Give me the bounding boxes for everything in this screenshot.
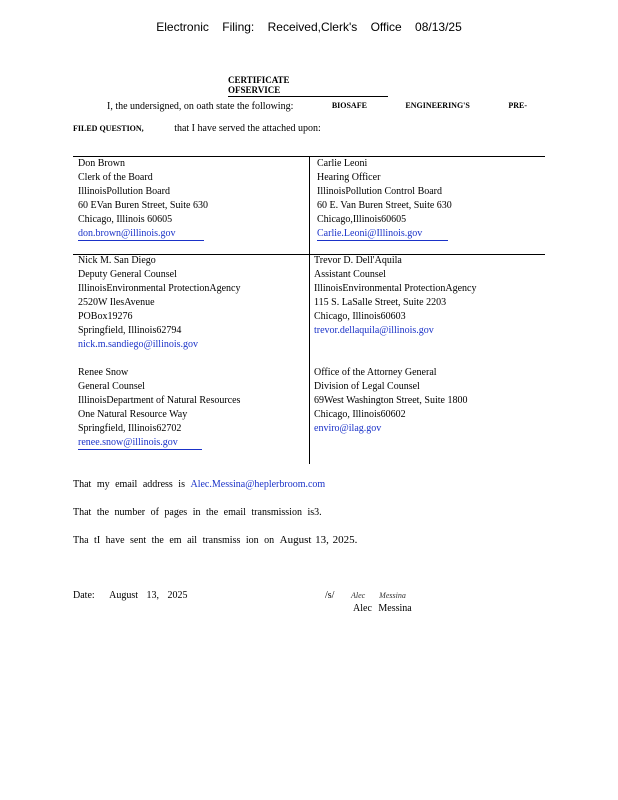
recipient-email-link[interactable]: don.brown@illinois.gov [78,228,204,241]
recipient-line: One Natural Resource Way [78,409,188,420]
recipient-line: IllinoisPollution Board [78,186,170,197]
recipient-line: IllinoisEnvironmental ProtectionAgency [78,283,241,294]
recipient-email-link[interactable]: nick.m.sandiego@illinois.gov [78,339,199,350]
recipient-line: 2520W IlesAvenue [78,297,155,308]
recipient-line: Chicago, Illinois 60605 [78,214,173,225]
recipient-email-link[interactable]: renee.snow@illinois.gov [78,437,202,450]
recipient-line: Deputy General Counsel [78,269,177,280]
recipient-line: Chicago,Illinois60605 [317,214,407,225]
document-title: CERTIFICATE OFSERVICE [228,75,388,97]
s-mark: /s/ [325,590,335,601]
signature-script: Alec Messina [350,591,406,600]
recipient-line: 69West Washington Street, Suite 1800 [314,395,468,406]
recipient-line: Carlie Leoni [317,158,368,169]
recipient-line: Assistant Counsel [314,269,386,280]
recipient-line: Renee Snow [78,367,129,378]
intro-caps-filed-question: FILED QUESTION, [73,124,144,133]
sent-statement [73,534,357,546]
recipient-cell [78,157,208,241]
intro-caps-pre: PRE- [508,101,527,110]
intro-caps-biosafe: BIOSAFE [331,101,367,110]
recipient-line: Chicago, Illinois60603 [314,311,406,322]
date-label: Date: [73,590,95,601]
recipient-cell [317,157,452,241]
recipient-cell [314,254,476,338]
intro-caps-engineering: ENGINEERING'S [405,101,470,110]
recipient-line: Nick M. San Diego [78,255,156,266]
recipient-cell [78,254,240,352]
printed-name: Alec Messina [353,603,412,614]
recipient-line: Don Brown [78,158,125,169]
efiling-header: Electronic Filing: Received,Clerk's Office 08/13/25 [156,20,462,34]
recipient-line: Clerk of the Board [78,172,153,183]
sender-email-link[interactable]: Alec.Messina@heplerbroom.com [190,479,326,490]
recipient-line: 60 E. Van Buren Street, Suite 630 [317,200,452,211]
recipient-line: Hearing Officer [317,172,381,183]
table-column-divider [309,156,310,464]
recipient-line: Division of Legal Counsel [314,381,420,392]
recipient-line: Trevor D. Dell'Aquila [314,255,402,266]
recipient-line: Office of the Attorney General [314,367,437,378]
date-value: August 13, 2025 [109,590,188,601]
recipient-line: Chicago, Illinois60602 [314,409,406,420]
recipient-line: Springfield, Illinois62702 [78,423,182,434]
recipient-line: POBox19276 [78,311,133,322]
sent-date: August 13, 2025. [279,534,358,546]
recipient-email-link[interactable]: Carlie.Leoni@Illinois.gov [317,228,448,241]
signature-mark [325,590,406,601]
intro-line-2 [73,123,321,134]
email-statement-text: That my email address is [73,479,185,490]
email-statement [73,479,325,490]
recipient-line: 60 EVan Buren Street, Suite 630 [78,200,208,211]
intro-text-served: that I have served the attached upon: [174,123,321,134]
recipient-line: 115 S. LaSalle Street, Suite 2203 [314,297,447,308]
recipient-email-link[interactable]: trevor.dellaquila@illinois.gov [314,325,434,336]
intro-text: I, the undersigned, on oath state the following: [107,101,294,112]
recipient-cell [314,366,467,436]
date-line [73,590,188,601]
recipient-line: IllinoisPollution Control Board [317,186,443,197]
recipient-line: IllinoisEnvironmental ProtectionAgency [314,283,477,294]
recipient-line: General Counsel [78,381,145,392]
recipient-line: Springfield, Illinois62794 [78,325,182,336]
sent-statement-text: Tha tI have sent the em ail transmiss ion on [73,535,275,546]
intro-line-1 [107,101,527,112]
recipient-email-link[interactable]: enviro@ilag.gov [314,423,382,434]
recipient-cell [78,366,240,450]
pages-statement: That the number of pages in the email transmission is3. [73,507,322,518]
recipient-line: IllinoisDepartment of Natural Resources [78,395,241,406]
